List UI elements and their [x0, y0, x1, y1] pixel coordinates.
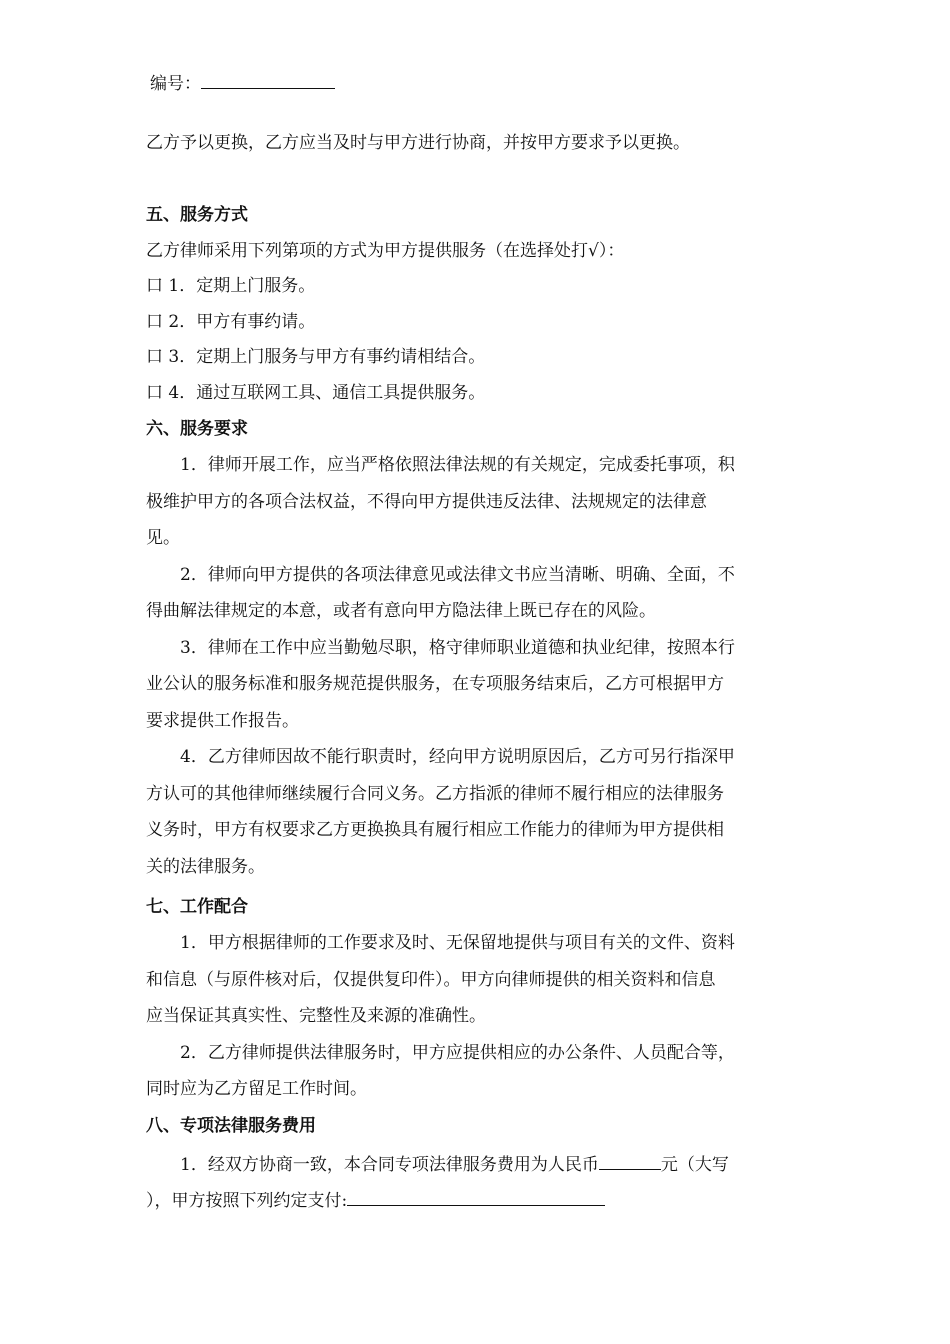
number-field: [150, 70, 820, 96]
paragraph-line: 应当保证其真实性、完整性及来源的准确性。: [146, 1006, 486, 1026]
section-heading-7: 七、工作配合: [146, 897, 248, 917]
paragraph-line: 义务时，甲方有权要求乙方更换换具有履行相应工作能力的律师为甲方提供相: [146, 820, 724, 840]
paragraph-line: 关的法律服务。: [146, 857, 265, 877]
paragraph-line: 方认可的其他律师继续履行合同义务。乙方指派的律师不履行相应的法律服务: [146, 784, 724, 804]
option-item-2: 口 2．甲方有事约请。: [146, 312, 316, 332]
paragraph-line: 得曲解法律规定的本意，或者有意向甲方隐法律上既已存在的风险。: [146, 601, 656, 621]
paragraph-line: 2．乙方律师提供法律服务时，甲方应提供相应的办公条件、人员配合等，: [180, 1043, 735, 1063]
fee-amount-blank: [599, 1151, 661, 1170]
option-item-4: 口 4．通过互联网工具、通信工具提供服务。: [146, 383, 486, 403]
paragraph-line: 要求提供工作报告。: [146, 711, 299, 731]
paragraph-line: 乙方律师采用下列第项的方式为甲方提供服务（在选择处打√）：: [146, 241, 625, 261]
option-item-3: 口 3．定期上门服务与甲方有事约请相结合。: [146, 347, 486, 367]
paragraph-line: 见。: [146, 528, 180, 548]
number-blank: [201, 70, 335, 89]
section-heading-6: 六、服务要求: [146, 419, 248, 439]
payment-blank: [347, 1187, 605, 1206]
paragraph-line: 4．乙方律师因故不能行职责时，经向甲方说明原因后，乙方可另行指深甲: [180, 747, 735, 767]
number-label: 编号：: [150, 74, 201, 94]
paragraph-line: 3．律师在工作中应当勤勉尽职，格守律师职业道德和执业纪律，按照本行: [180, 638, 735, 658]
paragraph-line: 2．律师向甲方提供的各项法律意见或法律文书应当清晰、明确、全面，不: [180, 565, 735, 585]
paragraph-line: 1．甲方根据律师的工作要求及时、无保留地提供与项目有关的文件、资料: [180, 933, 735, 953]
paragraph-line: 和信息（与原件核对后，仅提供复印件）。甲方向律师提供的相关资料和信息: [146, 970, 716, 990]
option-item-1: 口 1．定期上门服务。: [146, 276, 316, 296]
paragraph-line: 业公认的服务标准和服务规范提供服务，在专项服务结束后，乙方可根据甲方: [146, 674, 724, 694]
section-heading-8: 八、专项法律服务费用: [146, 1116, 316, 1136]
fee-line: [180, 1151, 850, 1177]
fee-text-3: ），甲方按照下列约定支付:: [146, 1191, 348, 1211]
fee-text-1: 1．经双方协商一致，本合同专项法律服务费用为人民币: [180, 1155, 599, 1175]
paragraph-line: 极维护甲方的各项合法权益，不得向甲方提供违反法律、法规规定的法律意: [146, 492, 707, 512]
fee-text-2: 元（大写: [660, 1155, 729, 1175]
paragraph-line: 同时应为乙方留足工作时间。: [146, 1079, 367, 1099]
paragraph-line: 乙方予以更换，乙方应当及时与甲方进行协商，并按甲方要求予以更换。: [146, 133, 690, 153]
section-heading-5: 五、服务方式: [146, 205, 248, 225]
fee-line-2: [146, 1187, 816, 1213]
paragraph-line: 1．律师开展工作，应当严格依照法律法规的有关规定，完成委托事项，积: [180, 455, 735, 475]
